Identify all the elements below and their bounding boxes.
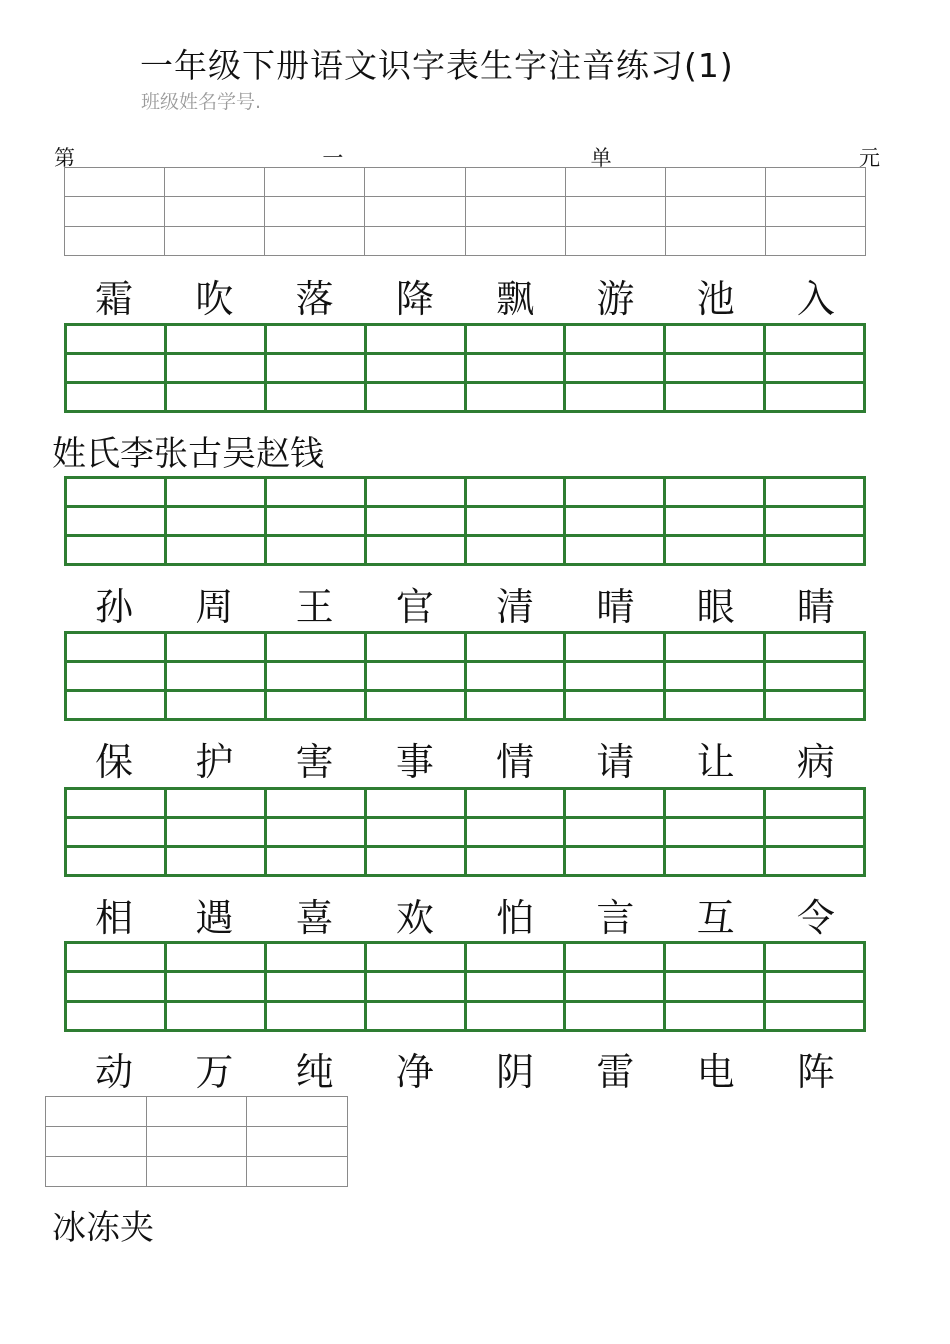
character: 净	[395, 1050, 434, 1094]
grid-cell[interactable]	[566, 355, 666, 384]
grid-cell[interactable]	[67, 848, 167, 877]
pinyin-grid[interactable]	[64, 476, 866, 566]
grid-cell[interactable]	[467, 819, 567, 848]
grid-cell[interactable]	[67, 479, 167, 508]
character: 池	[696, 277, 735, 321]
grid-cell[interactable]	[467, 537, 567, 566]
grid-cell[interactable]	[467, 663, 567, 692]
character: 病	[796, 740, 835, 784]
grid-cell[interactable]	[247, 1127, 348, 1157]
pinyin-grid[interactable]	[64, 941, 866, 1032]
grid-cell[interactable]	[167, 634, 267, 663]
character: 事	[395, 740, 434, 784]
character: 眼	[696, 585, 735, 629]
character: 吹	[195, 277, 234, 321]
pinyin-grid[interactable]	[64, 787, 866, 877]
grid-cell[interactable]	[766, 326, 866, 355]
character: 阴	[496, 1050, 535, 1094]
grid-cell[interactable]	[367, 537, 467, 566]
grid-cell[interactable]	[267, 479, 367, 508]
unit-heading-char: 元	[858, 146, 880, 170]
grid-cell[interactable]	[167, 790, 267, 819]
grid-cell[interactable]	[566, 973, 666, 1002]
grid-cell[interactable]	[566, 1003, 666, 1032]
character: 纯	[295, 1050, 334, 1094]
grid-cell[interactable]	[666, 944, 766, 973]
grid-cell[interactable]	[566, 508, 666, 537]
grid-cell[interactable]	[65, 227, 165, 256]
grid-cell[interactable]	[267, 819, 367, 848]
grid-cell[interactable]	[766, 944, 866, 973]
grid-cell[interactable]	[267, 508, 367, 537]
student-info-label: 班级姓名学号.	[141, 91, 262, 113]
grid-cell[interactable]	[766, 479, 866, 508]
grid-cell[interactable]	[766, 692, 866, 721]
grid-cell[interactable]	[566, 944, 666, 973]
grid-cell[interactable]	[367, 479, 467, 508]
grid-cell[interactable]	[367, 508, 467, 537]
character: 欢	[395, 896, 434, 940]
grid-cell[interactable]	[367, 692, 467, 721]
grid-cell[interactable]	[566, 663, 666, 692]
grid-cell[interactable]	[666, 168, 766, 197]
grid-cell[interactable]	[267, 355, 367, 384]
grid-cell[interactable]	[666, 692, 766, 721]
grid-cell[interactable]	[167, 384, 267, 413]
grid-cell[interactable]	[265, 227, 365, 256]
grid-cell[interactable]	[467, 479, 567, 508]
character: 王	[295, 585, 334, 629]
grid-cell[interactable]	[666, 634, 766, 663]
grid-cell[interactable]	[167, 1003, 267, 1032]
grid-cell[interactable]	[666, 848, 766, 877]
character: 周	[195, 585, 234, 629]
character: 保	[95, 740, 134, 784]
grid-cell[interactable]	[267, 326, 367, 355]
grid-cell[interactable]	[566, 197, 666, 226]
grid-cell[interactable]	[67, 384, 167, 413]
grid-cell[interactable]	[367, 1003, 467, 1032]
grid-cell[interactable]	[566, 692, 666, 721]
grid-cell[interactable]	[267, 692, 367, 721]
character: 清	[496, 585, 535, 629]
grid-cell[interactable]	[267, 973, 367, 1002]
grid-cell[interactable]	[467, 355, 567, 384]
grid-cell[interactable]	[666, 197, 766, 226]
grid-cell[interactable]	[46, 1127, 147, 1157]
grid-cell[interactable]	[666, 479, 766, 508]
pinyin-grid[interactable]	[45, 1096, 348, 1187]
grid-cell[interactable]	[367, 663, 467, 692]
grid-cell[interactable]	[367, 326, 467, 355]
character: 请	[596, 740, 635, 784]
grid-cell[interactable]	[566, 537, 666, 566]
grid-cell[interactable]	[65, 197, 165, 226]
grid-cell[interactable]	[167, 537, 267, 566]
grid-cell[interactable]	[666, 1003, 766, 1032]
grid-cell[interactable]	[267, 663, 367, 692]
last-line: 冰冻夹	[52, 1208, 154, 1248]
character: 雷	[596, 1050, 635, 1094]
unit-heading-char: 一	[322, 146, 344, 170]
grid-cell[interactable]	[147, 1097, 248, 1127]
character: 言	[596, 896, 635, 940]
grid-cell[interactable]	[666, 973, 766, 1002]
grid-cell[interactable]	[666, 508, 766, 537]
grid-cell[interactable]	[467, 634, 567, 663]
grid-cell[interactable]	[67, 692, 167, 721]
grid-cell[interactable]	[67, 537, 167, 566]
pinyin-grid[interactable]	[64, 323, 866, 413]
grid-cell[interactable]	[267, 1003, 367, 1032]
grid-cell[interactable]	[766, 819, 866, 848]
grid-cell[interactable]	[46, 1097, 147, 1127]
grid-cell[interactable]	[467, 973, 567, 1002]
grid-cell[interactable]	[766, 1003, 866, 1032]
grid-cell[interactable]	[267, 537, 367, 566]
grid-cell[interactable]	[46, 1157, 147, 1187]
character: 霜	[95, 277, 134, 321]
grid-cell[interactable]	[165, 197, 265, 226]
grid-cell[interactable]	[67, 973, 167, 1002]
grid-cell[interactable]	[67, 944, 167, 973]
grid-cell[interactable]	[666, 384, 766, 413]
grid-cell[interactable]	[566, 790, 666, 819]
character: 落	[295, 277, 334, 321]
grid-cell[interactable]	[67, 819, 167, 848]
character: 怕	[496, 896, 535, 940]
character: 官	[395, 585, 434, 629]
grid-cell[interactable]	[467, 790, 567, 819]
unit-heading-char: 单	[590, 146, 612, 170]
grid-cell[interactable]	[666, 355, 766, 384]
grid-cell[interactable]	[566, 634, 666, 663]
character: 动	[95, 1050, 134, 1094]
grid-cell[interactable]	[267, 944, 367, 973]
grid-cell[interactable]	[167, 326, 267, 355]
grid-cell[interactable]	[367, 790, 467, 819]
grid-cell[interactable]	[367, 944, 467, 973]
grid-cell[interactable]	[167, 355, 267, 384]
surname-line: 姓氏李张古吴赵钱	[52, 434, 324, 474]
character: 电	[696, 1050, 735, 1094]
grid-cell[interactable]	[167, 973, 267, 1002]
grid-cell[interactable]	[247, 1097, 348, 1127]
grid-cell[interactable]	[766, 384, 866, 413]
grid-cell[interactable]	[466, 168, 566, 197]
grid-cell[interactable]	[67, 790, 167, 819]
grid-cell[interactable]	[666, 819, 766, 848]
grid-cell[interactable]	[147, 1157, 248, 1187]
grid-cell[interactable]	[267, 790, 367, 819]
grid-cell[interactable]	[367, 819, 467, 848]
grid-cell[interactable]	[566, 384, 666, 413]
grid-cell[interactable]	[467, 326, 567, 355]
grid-cell[interactable]	[365, 227, 465, 256]
grid-cell[interactable]	[467, 508, 567, 537]
grid-cell[interactable]	[167, 479, 267, 508]
grid-cell[interactable]	[466, 197, 566, 226]
character: 晴	[596, 585, 635, 629]
character: 游	[596, 277, 635, 321]
grid-cell[interactable]	[766, 973, 866, 1002]
char-row	[64, 268, 866, 323]
grid-cell[interactable]	[65, 168, 165, 197]
grid-cell[interactable]	[247, 1157, 348, 1187]
character: 入	[796, 277, 835, 321]
grid-cell[interactable]	[467, 848, 567, 877]
grid-cell[interactable]	[167, 692, 267, 721]
page-title: 一年级下册语文识字表生字注音练习(1)	[140, 46, 734, 85]
character: 万	[195, 1050, 234, 1094]
grid-cell[interactable]	[766, 227, 866, 256]
character: 喜	[295, 896, 334, 940]
grid-cell[interactable]	[165, 168, 265, 197]
grid-cell[interactable]	[367, 355, 467, 384]
grid-cell[interactable]	[766, 848, 866, 877]
character: 情	[496, 740, 535, 784]
grid-cell[interactable]	[766, 634, 866, 663]
character: 飘	[496, 277, 535, 321]
grid-cell[interactable]	[267, 634, 367, 663]
grid-cell[interactable]	[566, 848, 666, 877]
grid-cell[interactable]	[766, 790, 866, 819]
grid-cell[interactable]	[466, 227, 566, 256]
grid-cell[interactable]	[365, 168, 465, 197]
grid-cell[interactable]	[666, 663, 766, 692]
grid-cell[interactable]	[467, 384, 567, 413]
character: 令	[796, 896, 835, 940]
pinyin-grid[interactable]	[64, 167, 866, 256]
grid-cell[interactable]	[666, 537, 766, 566]
grid-cell[interactable]	[167, 819, 267, 848]
character: 睛	[796, 585, 835, 629]
grid-cell[interactable]	[766, 508, 866, 537]
char-row	[64, 887, 866, 942]
grid-cell[interactable]	[67, 634, 167, 663]
grid-cell[interactable]	[666, 326, 766, 355]
character: 相	[95, 896, 134, 940]
grid-cell[interactable]	[666, 790, 766, 819]
grid-cell[interactable]	[367, 384, 467, 413]
grid-cell[interactable]	[467, 692, 567, 721]
grid-cell[interactable]	[566, 326, 666, 355]
grid-cell[interactable]	[167, 508, 267, 537]
grid-cell[interactable]	[365, 197, 465, 226]
grid-cell[interactable]	[167, 663, 267, 692]
grid-cell[interactable]	[167, 944, 267, 973]
grid-cell[interactable]	[566, 227, 666, 256]
grid-cell[interactable]	[467, 944, 567, 973]
grid-cell[interactable]	[766, 355, 866, 384]
character: 互	[696, 896, 735, 940]
unit-heading-char: 第	[54, 146, 75, 170]
grid-cell[interactable]	[267, 848, 367, 877]
character: 孙	[95, 585, 134, 629]
grid-cell[interactable]	[766, 168, 866, 197]
char-row	[64, 1041, 866, 1096]
grid-cell[interactable]	[167, 848, 267, 877]
char-row	[64, 731, 866, 786]
character: 阵	[796, 1050, 835, 1094]
character: 护	[195, 740, 234, 784]
grid-cell[interactable]	[566, 168, 666, 197]
grid-cell[interactable]	[367, 973, 467, 1002]
grid-cell[interactable]	[67, 1003, 167, 1032]
grid-cell[interactable]	[467, 1003, 567, 1032]
grid-cell[interactable]	[367, 848, 467, 877]
grid-cell[interactable]	[566, 819, 666, 848]
grid-cell[interactable]	[265, 168, 365, 197]
character: 降	[395, 277, 434, 321]
character: 让	[696, 740, 735, 784]
grid-cell[interactable]	[147, 1127, 248, 1157]
grid-cell[interactable]	[67, 663, 167, 692]
grid-cell[interactable]	[367, 634, 467, 663]
char-row	[64, 576, 866, 631]
grid-cell[interactable]	[566, 479, 666, 508]
grid-cell[interactable]	[67, 508, 167, 537]
grid-cell[interactable]	[165, 227, 265, 256]
grid-cell[interactable]	[666, 227, 766, 256]
character: 遇	[195, 896, 234, 940]
pinyin-grid[interactable]	[64, 631, 866, 721]
character: 害	[295, 740, 334, 784]
grid-cell[interactable]	[265, 197, 365, 226]
grid-cell[interactable]	[67, 355, 167, 384]
grid-cell[interactable]	[766, 197, 866, 226]
grid-cell[interactable]	[267, 384, 367, 413]
grid-cell[interactable]	[67, 326, 167, 355]
grid-cell[interactable]	[766, 537, 866, 566]
grid-cell[interactable]	[766, 663, 866, 692]
